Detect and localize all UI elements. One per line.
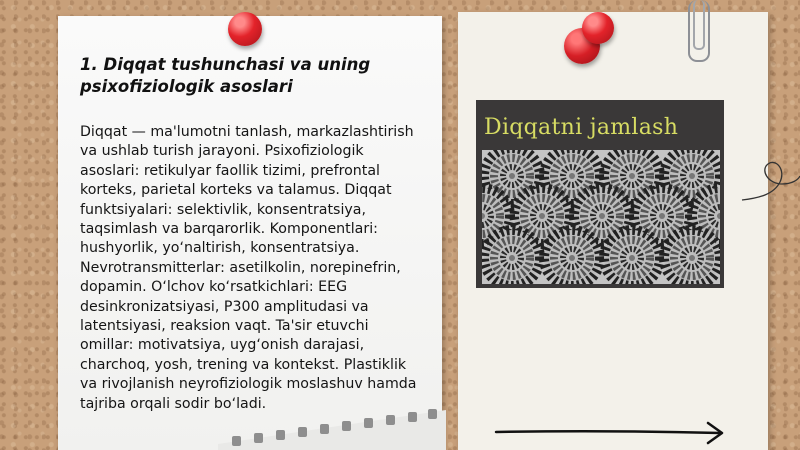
optical-illusion-pattern: [482, 150, 720, 284]
slide-title: 1. Diqqat tushunchasi va uning psixofiziologik asoslari: [80, 55, 371, 96]
pushpin-icon: [582, 12, 614, 44]
slide-body-text: Diqqat — ma'lumotni tanlash, markazlashtirish va ushlab turish jarayoni. Psixofiziologik asoslari: retikulyar faollik tizimi, prefrontal korteks, parietal korteks va talamus. Diqqat funktsiyalari: selektivlik, konsentratsiya, taqsimlash va barqarorlik. Komponentlari: hushyorlik, yo‘naltirish, konsentratsiya. Nevrotransmitterlar: asetilkolin, norepinefrin, dopamin. O‘lchov ko‘rsatkichlari: EEG desinkronizatsiyasi, P300 amplitudasi va latentsiyasi, reaksion vaqt. Ta'sir etuvchi omillar: motivatsiya, uyg‘onish darajasi, charchoq, yosh, trening va kontekst. Plastiklik va rivojlanish neyrofiziologik moslashuv hamda tajriba orqali sodir bo‘ladi.: [80, 124, 417, 412]
string-loop-decoration: [740, 150, 800, 210]
torn-paper-edge: [218, 404, 446, 450]
paperclip-icon: [688, 0, 710, 62]
pushpin-icon: [228, 12, 262, 46]
image-caption: Diqqatni jamlash: [484, 115, 679, 140]
arrow-right-icon: [494, 420, 726, 448]
